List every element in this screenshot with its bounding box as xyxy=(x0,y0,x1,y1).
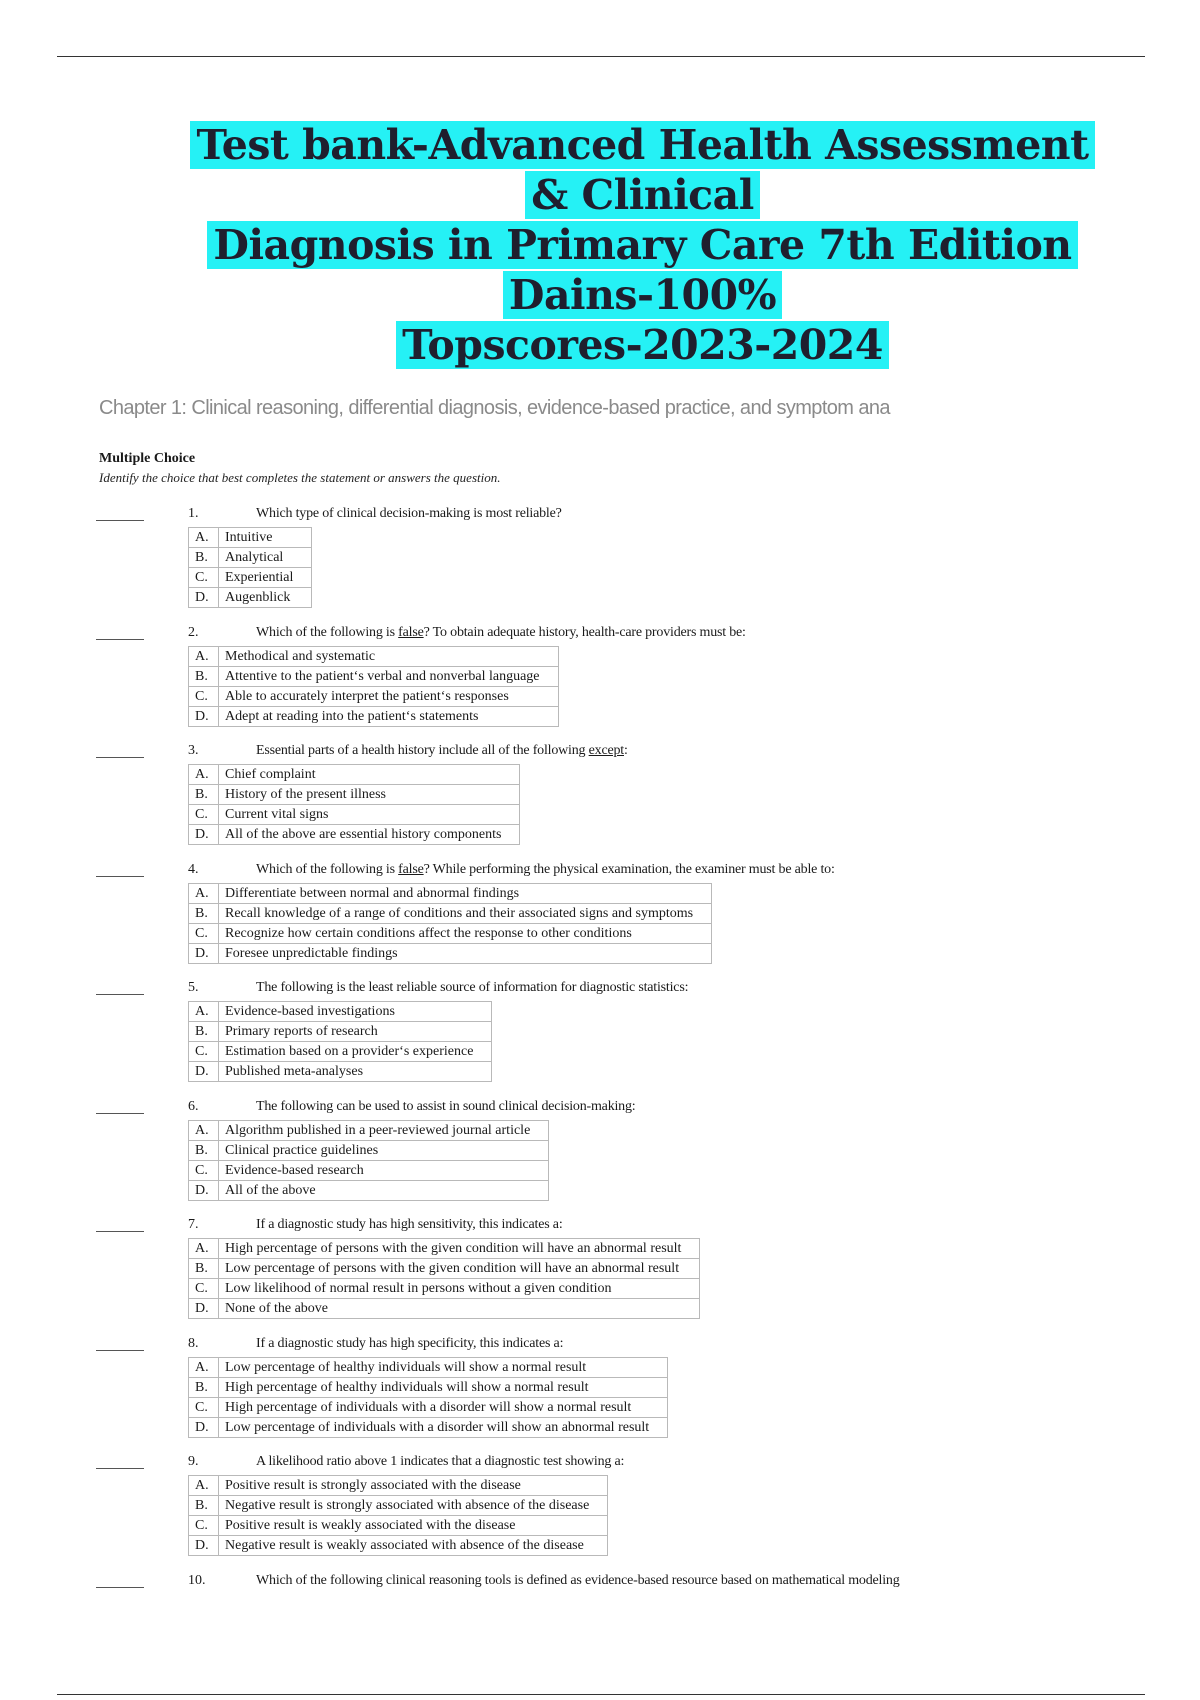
option-row[interactable] xyxy=(189,923,712,943)
option-row[interactable] xyxy=(189,706,559,726)
question-number: 7. xyxy=(188,1217,199,1232)
option-row[interactable] xyxy=(189,1022,492,1042)
answer-blank[interactable] xyxy=(96,520,144,521)
option-text: Experiential xyxy=(219,568,312,588)
title-line-3: Topscores-2023-2024 xyxy=(396,321,889,369)
option-letter: C. xyxy=(189,568,219,588)
question-number: 5. xyxy=(188,980,199,995)
option-row[interactable] xyxy=(189,903,712,923)
bottom-rule xyxy=(57,1694,1145,1695)
question-item xyxy=(96,1454,1096,1573)
option-text: Recall knowledge of a range of conditions and their associated signs and symptoms xyxy=(219,903,712,923)
option-text: Low percentage of healthy individuals will show a normal result xyxy=(219,1357,668,1377)
question-number: 10. xyxy=(188,1572,206,1588)
answer-blank[interactable] xyxy=(96,1350,144,1351)
option-letter: D. xyxy=(189,1180,219,1200)
options-table xyxy=(188,883,712,964)
option-text: Algorithm published in a peer-reviewed journal article xyxy=(219,1120,549,1140)
question-item xyxy=(96,506,1096,625)
answer-blank[interactable] xyxy=(96,1231,144,1232)
option-text: Negative result is strongly associated with absence of the disease xyxy=(219,1496,608,1516)
option-row[interactable] xyxy=(189,825,520,845)
option-text: Evidence-based investigations xyxy=(219,1002,492,1022)
option-row[interactable] xyxy=(189,568,312,588)
option-row[interactable] xyxy=(189,1536,608,1556)
option-letter: A. xyxy=(189,1476,219,1496)
option-letter: B. xyxy=(189,666,219,686)
option-letter: C. xyxy=(189,923,219,943)
option-text: High percentage of persons with the given condition will have an abnormal result xyxy=(219,1239,700,1259)
option-letter: A. xyxy=(189,528,219,548)
question-number: 9. xyxy=(188,1454,199,1469)
question-number: 1. xyxy=(188,506,199,521)
option-letter: D. xyxy=(189,706,219,726)
option-letter: C. xyxy=(189,686,219,706)
option-row[interactable] xyxy=(189,1062,492,1082)
question-text-part: Which of the following is xyxy=(256,624,399,640)
option-letter: A. xyxy=(189,883,219,903)
question-text xyxy=(256,980,1086,996)
option-text: Primary reports of research xyxy=(219,1022,492,1042)
option-letter: B. xyxy=(189,1496,219,1516)
option-row[interactable] xyxy=(189,528,312,548)
option-letter: C. xyxy=(189,1516,219,1536)
option-text: Attentive to the patient‘s verbal and nonverbal language xyxy=(219,666,559,686)
question-number: 3. xyxy=(188,743,199,758)
answer-blank[interactable] xyxy=(96,1587,144,1588)
question-emphasis: false xyxy=(398,861,424,877)
option-row[interactable] xyxy=(189,548,312,568)
option-letter: C. xyxy=(189,1160,219,1180)
option-text: Estimation based on a provider‘s experience xyxy=(219,1042,492,1062)
question-text-part: If a diagnostic study has high sensitivity, this indicates a: xyxy=(256,1217,563,1232)
option-row[interactable] xyxy=(189,1357,668,1377)
option-letter: D. xyxy=(189,1062,219,1082)
option-letter: A. xyxy=(189,646,219,666)
section-heading: Multiple Choice xyxy=(99,451,196,466)
question-item xyxy=(96,980,1096,1099)
option-row[interactable] xyxy=(189,1279,700,1299)
option-row[interactable] xyxy=(189,1299,700,1319)
answer-blank[interactable] xyxy=(96,639,144,640)
question-text-part: If a diagnostic study has high specificity, this indicates a: xyxy=(256,1335,564,1351)
option-text: Evidence-based research xyxy=(219,1160,549,1180)
question-text-part: A likelihood ratio above 1 indicates that a diagnostic test showing a: xyxy=(256,1454,625,1469)
question-item xyxy=(96,743,1096,862)
option-text: High percentage of individuals with a disorder will show a normal result xyxy=(219,1397,668,1417)
option-letter: D. xyxy=(189,1299,219,1319)
question-text-part: Which of the following clinical reasoning tools is defined as evidence-based resource based on mathematical modeling xyxy=(256,1572,900,1588)
option-text: Chief complaint xyxy=(219,765,520,785)
option-text: Able to accurately interpret the patient‘s responses xyxy=(219,686,559,706)
option-row[interactable] xyxy=(189,1140,549,1160)
question-text xyxy=(256,1217,1086,1233)
option-letter: C. xyxy=(189,1042,219,1062)
question-text-part: ? While performing the physical examination, the examiner must be able to: xyxy=(423,861,835,877)
option-text: Current vital signs xyxy=(219,805,520,825)
option-text: Positive result is weakly associated with the disease xyxy=(219,1516,608,1536)
option-row[interactable] xyxy=(189,646,559,666)
options-table xyxy=(188,527,312,608)
option-row[interactable] xyxy=(189,1002,492,1022)
option-row[interactable] xyxy=(189,943,712,963)
option-letter: A. xyxy=(189,765,219,785)
option-row[interactable] xyxy=(189,588,312,608)
question-number: 8. xyxy=(188,1335,199,1351)
section-instructions: Identify the choice that best completes the statement or answers the question. xyxy=(99,470,501,485)
question-text xyxy=(256,1454,1086,1470)
options-table xyxy=(188,646,559,727)
option-row[interactable] xyxy=(189,1417,668,1437)
option-text: Differentiate between normal and abnormal findings xyxy=(219,883,712,903)
option-letter: A. xyxy=(189,1002,219,1022)
option-text: Methodical and systematic xyxy=(219,646,559,666)
option-text: All of the above are essential history components xyxy=(219,825,520,845)
option-row[interactable] xyxy=(189,1377,668,1397)
option-text: Low likelihood of normal result in persons without a given condition xyxy=(219,1279,700,1299)
option-text: Augenblick xyxy=(219,588,312,608)
option-text: Clinical practice guidelines xyxy=(219,1140,549,1160)
option-letter: B. xyxy=(189,1022,219,1042)
question-text xyxy=(256,625,1086,641)
option-text: Negative result is weakly associated with absence of the disease xyxy=(219,1536,608,1556)
options-table xyxy=(188,1475,608,1556)
option-row[interactable] xyxy=(189,666,559,686)
option-text: Positive result is strongly associated with the disease xyxy=(219,1476,608,1496)
option-letter: C. xyxy=(189,1397,219,1417)
option-text: Intuitive xyxy=(219,528,312,548)
question-text xyxy=(256,1573,1086,1589)
option-letter: B. xyxy=(189,785,219,805)
option-row[interactable] xyxy=(189,883,712,903)
option-row[interactable] xyxy=(189,1239,700,1259)
option-letter: B. xyxy=(189,1377,219,1397)
question-text-part: Which of the following is xyxy=(256,861,399,877)
option-text: Low percentage of persons with the given condition will have an abnormal result xyxy=(219,1259,700,1279)
option-row[interactable] xyxy=(189,1496,608,1516)
answer-blank[interactable] xyxy=(96,876,144,877)
option-text: Foresee unpredictable findings xyxy=(219,943,712,963)
option-text: High percentage of healthy individuals will show a normal result xyxy=(219,1377,668,1397)
answer-blank[interactable] xyxy=(96,757,144,758)
answer-blank[interactable] xyxy=(96,1468,144,1469)
option-letter: B. xyxy=(189,1140,219,1160)
option-text: None of the above xyxy=(219,1299,700,1319)
option-row[interactable] xyxy=(189,1259,700,1279)
question-text-part: The following is the least reliable source of information for diagnostic statistics: xyxy=(256,980,689,995)
options-table xyxy=(188,1120,549,1201)
top-rule xyxy=(57,56,1145,57)
question-text xyxy=(256,506,1086,522)
option-letter: C. xyxy=(189,805,219,825)
option-row[interactable] xyxy=(189,805,520,825)
question-emphasis: except xyxy=(588,743,624,758)
question-list xyxy=(96,506,1096,1691)
option-row[interactable] xyxy=(189,1160,549,1180)
option-row[interactable] xyxy=(189,765,520,785)
option-letter: B. xyxy=(189,903,219,923)
question-item xyxy=(96,862,1096,981)
option-row[interactable] xyxy=(189,1180,549,1200)
option-row[interactable] xyxy=(189,1397,668,1417)
option-text: History of the present illness xyxy=(219,785,520,805)
option-letter: C. xyxy=(189,1279,219,1299)
document-title xyxy=(170,120,1115,370)
question-emphasis: false xyxy=(398,624,424,640)
options-table xyxy=(188,1238,700,1319)
option-row[interactable] xyxy=(189,785,520,805)
options-table xyxy=(188,1001,492,1082)
option-text: Published meta-analyses xyxy=(219,1062,492,1082)
question-number: 2. xyxy=(188,624,199,640)
question-item xyxy=(96,1217,1096,1336)
chapter-heading: Chapter 1: Clinical reasoning, differential diagnosis, evidence-based practice, and symptom ana xyxy=(99,397,890,419)
question-item xyxy=(96,625,1096,744)
answer-blank[interactable] xyxy=(96,994,144,995)
option-text: Recognize how certain conditions affect the response to other conditions xyxy=(219,923,712,943)
question-item xyxy=(96,1573,1096,1692)
option-letter: A. xyxy=(189,1120,219,1140)
question-item xyxy=(96,1099,1096,1218)
title-line-2: Diagnosis in Primary Care 7th Edition Dains-100% xyxy=(207,221,1077,319)
option-letter: A. xyxy=(189,1357,219,1377)
question-text-part: : xyxy=(623,743,628,758)
option-letter: D. xyxy=(189,1536,219,1556)
option-letter: A. xyxy=(189,1239,219,1259)
question-text-part: The following can be used to assist in sound clinical decision-making: xyxy=(256,1098,636,1114)
option-row[interactable] xyxy=(189,1476,608,1496)
option-text: Low percentage of individuals with a disorder will show an abnormal result xyxy=(219,1417,668,1437)
question-text xyxy=(256,1336,1086,1352)
question-text-part: Essential parts of a health history include all of the following xyxy=(256,743,589,758)
question-number: 4. xyxy=(188,861,199,877)
option-letter: D. xyxy=(189,588,219,608)
option-letter: D. xyxy=(189,1417,219,1437)
options-table xyxy=(188,764,520,845)
question-text-part: ? To obtain adequate history, health-care providers must be: xyxy=(423,624,746,640)
option-text: Adept at reading into the patient‘s statements xyxy=(219,706,559,726)
question-number: 6. xyxy=(188,1098,199,1114)
option-text: All of the above xyxy=(219,1180,549,1200)
question-item xyxy=(96,1336,1096,1455)
question-text xyxy=(256,743,1086,759)
answer-blank[interactable] xyxy=(96,1113,144,1114)
option-row[interactable] xyxy=(189,1120,549,1140)
title-line-1: Test bank-Advanced Health Assessment & Clinical xyxy=(190,121,1094,219)
option-letter: D. xyxy=(189,825,219,845)
option-row[interactable] xyxy=(189,686,559,706)
option-letter: D. xyxy=(189,943,219,963)
option-text: Analytical xyxy=(219,548,312,568)
question-text-part: Which type of clinical decision-making is most reliable? xyxy=(256,506,562,521)
question-text xyxy=(256,862,1086,878)
option-letter: B. xyxy=(189,1259,219,1279)
options-table xyxy=(188,1357,668,1438)
option-row[interactable] xyxy=(189,1516,608,1536)
question-text xyxy=(256,1099,1086,1115)
option-letter: B. xyxy=(189,548,219,568)
option-row[interactable] xyxy=(189,1042,492,1062)
